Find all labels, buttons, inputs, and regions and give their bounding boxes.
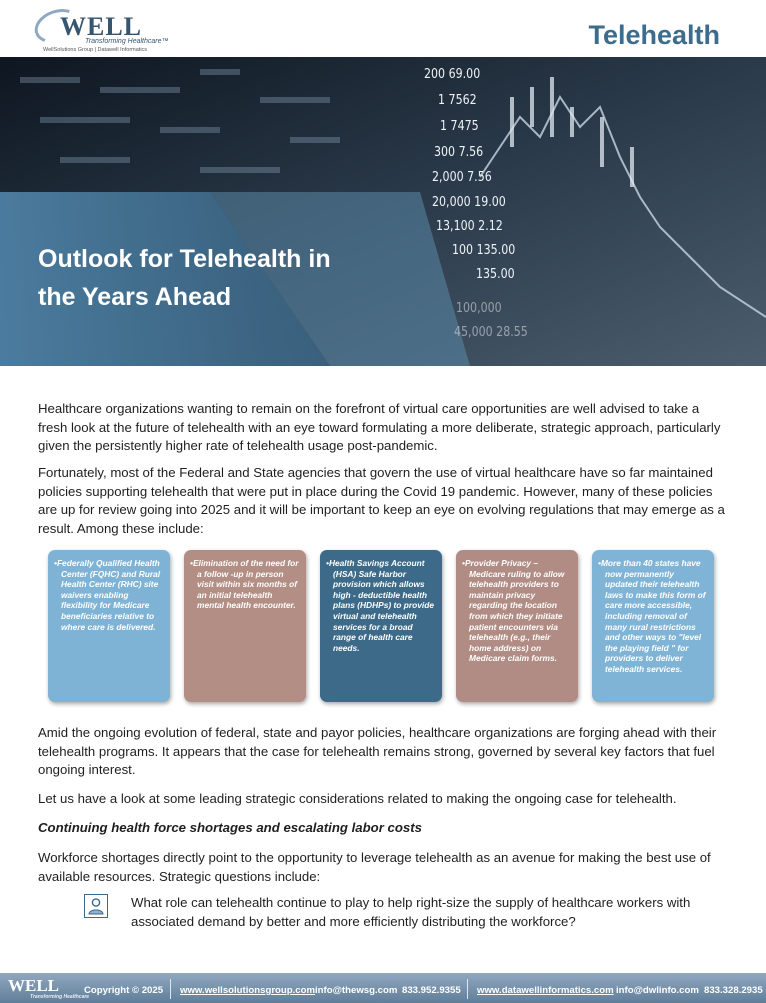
wellsolutions-email[interactable]: info@thewsg.com bbox=[315, 985, 398, 996]
ticker-value: 2,000 7.56 bbox=[432, 170, 492, 185]
hero-banner bbox=[0, 57, 766, 366]
ticker-value: 13,100 2.12 bbox=[436, 219, 503, 234]
card-text: • Provider Privacy – Medicare ruling to allow telehealth providers to maintain privacy regarding the location from which they initiate patient encounters via telehealth (e.g., their home address) on Medicare claim forms. bbox=[462, 558, 572, 664]
footer-logo[interactable]: WELL bbox=[8, 976, 60, 995]
logo-word: WELL bbox=[60, 12, 143, 41]
ticker-value: 20,000 19.00 bbox=[432, 195, 506, 210]
page-footer bbox=[0, 973, 766, 1003]
ticker-value: 100,000 bbox=[456, 301, 502, 316]
datawell-email[interactable]: info@dwlinfo.com bbox=[616, 985, 699, 996]
card-text: • Health Savings Account (HSA) Safe Harbor provision which allows high - deductible health plans (HDHPs) to provide virtual and telehealth services for a broad range of health care needs. bbox=[326, 558, 436, 653]
policy-card-follow-up bbox=[184, 550, 306, 702]
ticker-value: 300 7.56 bbox=[434, 145, 484, 160]
ticker-value: 45,000 28.55 bbox=[454, 325, 528, 340]
datawell-link[interactable]: www.datawellinformatics.com bbox=[477, 985, 614, 996]
ticker-value: 100 135.00 bbox=[452, 243, 516, 258]
page-category-title: Telehealth bbox=[588, 20, 720, 50]
card-text: • More than 40 states have now permanently updated their telehealth laws to make this form of care more accessible, including removal of many rural restrictions and other ways to "level the playing field " for providers to deliver telehealth services. bbox=[598, 558, 708, 675]
intro-paragraph: Healthcare organizations wanting to remain on the forefront of virtual care opportunities are well advised to take a fresh look at the future of telehealth with an eye toward formulating a more deliberate, strategic approach, particularly given the persistently higher rate of telehealth usage post-pandemic. bbox=[38, 401, 721, 453]
footer-logo-tagline: Transforming Healthcare bbox=[30, 994, 90, 1000]
footer-divider bbox=[170, 979, 171, 999]
wellsolutions-link[interactable]: www.wellsolutionsgroup.com bbox=[180, 985, 316, 996]
footer-divider bbox=[467, 979, 468, 999]
ticker-value: 200 69.00 bbox=[424, 67, 481, 82]
policy-paragraph: Fortunately, most of the Federal and State agencies that govern the use of virtual healthcare have so far maintained policies supporting telehealth that were put in place during the Covid 19 pandemic. However, many of these policies are up for review going into 2025 and it will be important to keep an eye on evolving regulations that may emerge as a result. Among these include: bbox=[38, 465, 725, 536]
workforce-paragraph: Workforce shortages directly point to the opportunity to leverage telehealth as an avenue for making the best use of available resources. Strategic questions include: bbox=[38, 850, 711, 884]
policy-card-privacy bbox=[456, 550, 578, 702]
card-text: • Federally Qualified Health Center (FQHC) and Rural Health Center (RHC) site waivers enabling flexibility for Medicare beneficiaries relative to where care is delivered. bbox=[54, 558, 164, 632]
strategic-question: What role can telehealth continue to play to help right-size the supply of healthcare workers with associated demand by better and more efficiently distributing the workforce? bbox=[131, 895, 691, 929]
evolution-paragraph: Amid the ongoing evolution of federal, state and payor policies, healthcare organizations are forging ahead with their telehealth programs. It appears that the case for telehealth remains strong, governed by several key factors that fuel ongoing interest. bbox=[38, 725, 717, 777]
datawell-phone: 833.328.2935 bbox=[704, 985, 763, 996]
ticker-value: 135.00 bbox=[476, 267, 515, 282]
ticker-value: 1 7562 bbox=[438, 93, 477, 108]
wellsolutions-phone: 833.952.9355 bbox=[402, 985, 461, 996]
hero-background-graphic bbox=[0, 57, 766, 366]
section-subheading: Continuing health force shortages and escalating labor costs bbox=[38, 820, 422, 835]
card-text: • Elimination of the need for a follow -up in person visit within six months of an initial telehealth mental health encounter. bbox=[190, 558, 300, 611]
policy-card-hsa bbox=[320, 550, 442, 702]
logo-tagline: Transforming Healthcare™ bbox=[85, 38, 169, 45]
page-header bbox=[0, 0, 766, 58]
hero-title: Outlook for Telehealth in the Years Ahead bbox=[38, 245, 331, 311]
policy-cards bbox=[48, 550, 714, 708]
copyright-text: Copyright © 2025 bbox=[84, 985, 164, 996]
person-icon bbox=[84, 894, 108, 918]
ticker-value: 1 7475 bbox=[440, 119, 479, 134]
considerations-paragraph: Let us have a look at some leading strategic considerations related to making the ongoing case for telehealth. bbox=[38, 791, 677, 806]
policy-card-fqhc bbox=[48, 550, 170, 702]
logo-subtitle: WellSolutions Group | Datawell Informatics bbox=[43, 47, 148, 53]
policy-card-states bbox=[592, 550, 714, 702]
well-logo[interactable] bbox=[30, 8, 169, 56]
